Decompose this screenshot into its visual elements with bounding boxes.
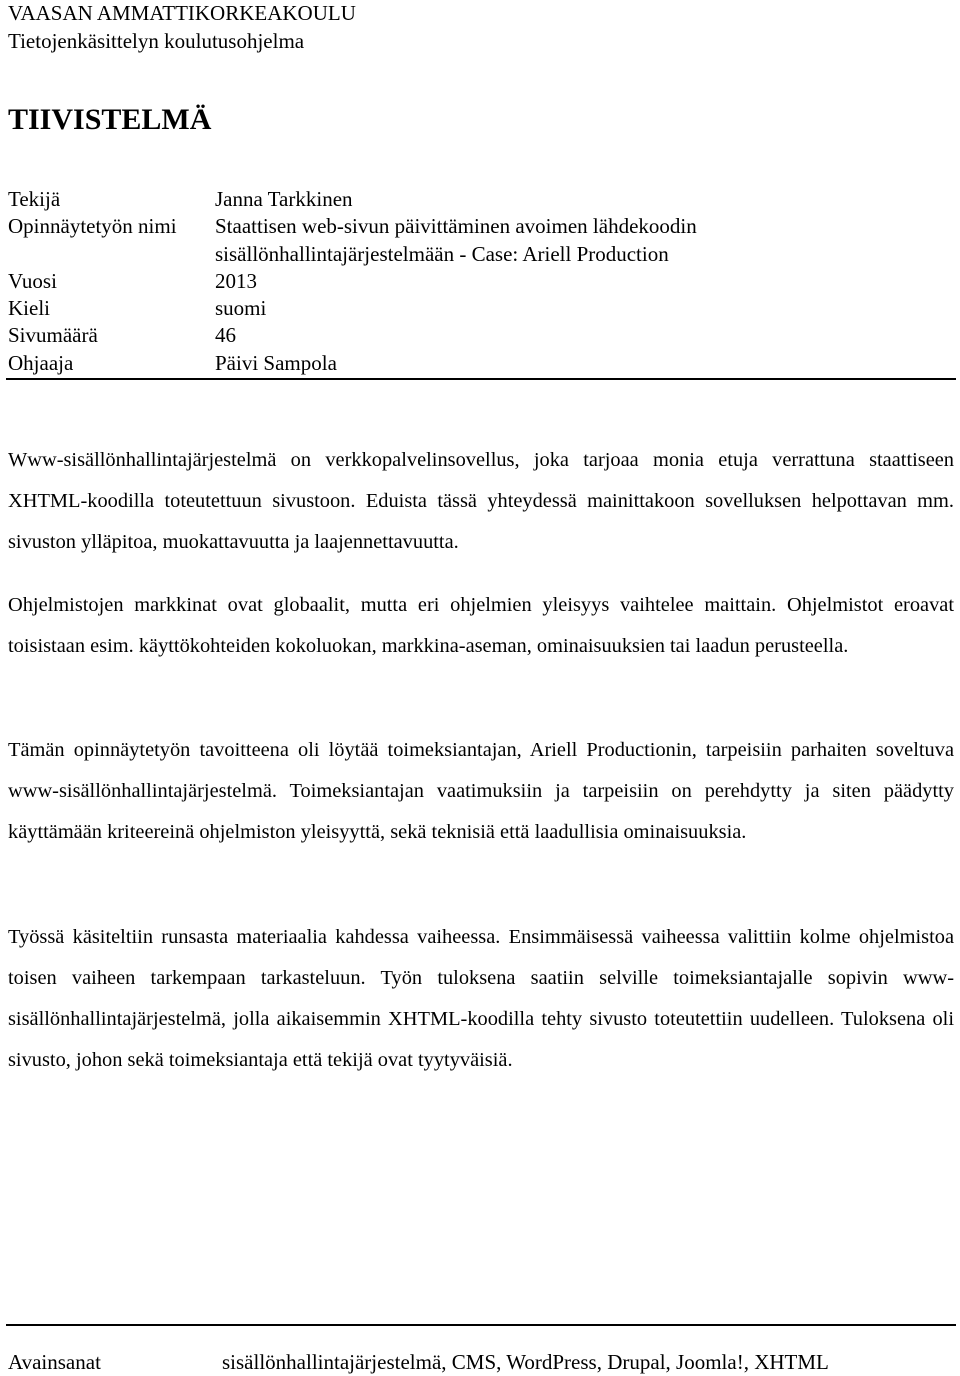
supervisor-value: Päivi Sampola <box>215 351 337 375</box>
pages-label: Sivumäärä <box>8 323 98 347</box>
abstract-paragraph-1: Www-sisällönhallintajärjestelmä on verkkopalvelinsovellus, joka tarjoaa monia etuja verrattuna staattiseen XHTML-koodilla toteutettuun sivustoon. Eduista tässä yhteydessä mainittakoon sovelluksen helpottavan mm. sivuston ylläpitoa, muokattavuutta ja laajennettavuutta. <box>8 449 954 553</box>
keywords-value: sisällönhallintajärjestelmä, CMS, WordPress, Drupal, Joomla!, XHTML <box>222 1350 829 1374</box>
pages-value: 46 <box>215 323 236 347</box>
thesis-name-label: Opinnäytetyön nimi <box>8 214 177 238</box>
divider-bottom <box>6 1324 956 1326</box>
abstract-paragraph-2: Ohjelmistojen markkinat ovat globaalit, mutta eri ohjelmien yleisyys vaihtelee maittain. Ohjelmistot eroavat toisistaan esim. käyttökohteiden kokoluokan, markkina-aseman, ominaisuuksien tai laadun perusteella. <box>8 594 954 657</box>
school-name: VAASAN AMMATTIKORKEAKOULU <box>8 1 356 25</box>
author-value: Janna Tarkkinen <box>215 187 353 211</box>
page-title: TIIVISTELMÄ <box>8 103 212 136</box>
language-label: Kieli <box>8 296 50 320</box>
thesis-name-value-line2: sisällönhallintajärjestelmään - Case: Ariell Production <box>215 242 669 266</box>
supervisor-label: Ohjaaja <box>8 351 74 375</box>
thesis-name-value-line1: Staattisen web-sivun päivittäminen avoimen lähdekoodin <box>215 214 697 238</box>
year-label: Vuosi <box>8 269 57 293</box>
divider-top <box>6 378 956 380</box>
author-label: Tekijä <box>8 187 61 211</box>
year-value: 2013 <box>215 269 257 293</box>
degree-program: Tietojenkäsittelyn koulutusohjelma <box>8 29 305 53</box>
keywords-label: Avainsanat <box>8 1350 101 1374</box>
language-value: suomi <box>215 296 267 320</box>
abstract-paragraph-3: Tämän opinnäytetyön tavoitteena oli löytää toimeksiantajan, Ariell Productionin, tarpeisiin parhaiten soveltuva www-sisällönhallintajärjestelmä. Toimeksiantajan vaatimuksiin ja tarpeisiin on perehdytty ja siten päädytty käyttämään kriteereinä ohjelmiston yleisyyttä, sekä teknisiä että laadullisia ominaisuuksia. <box>8 739 954 843</box>
abstract-paragraph-4: Työssä käsiteltiin runsasta materiaalia kahdessa vaiheessa. Ensimmäisessä vaiheessa valittiin kolme ohjelmistoa toisen vaiheen tarkempaan tarkasteluun. Työn tuloksena saatiin selville toimeksiantajalle sopivin www-sisällönhallintajärjestelmä, jolla aikaisemmin XHTML-koodilla tehty sivusto toteutettiin uudelleen. Tuloksena oli sivusto, johon sekä toimeksiantaja että tekijä ovat tyytyväisiä. <box>8 926 954 1071</box>
